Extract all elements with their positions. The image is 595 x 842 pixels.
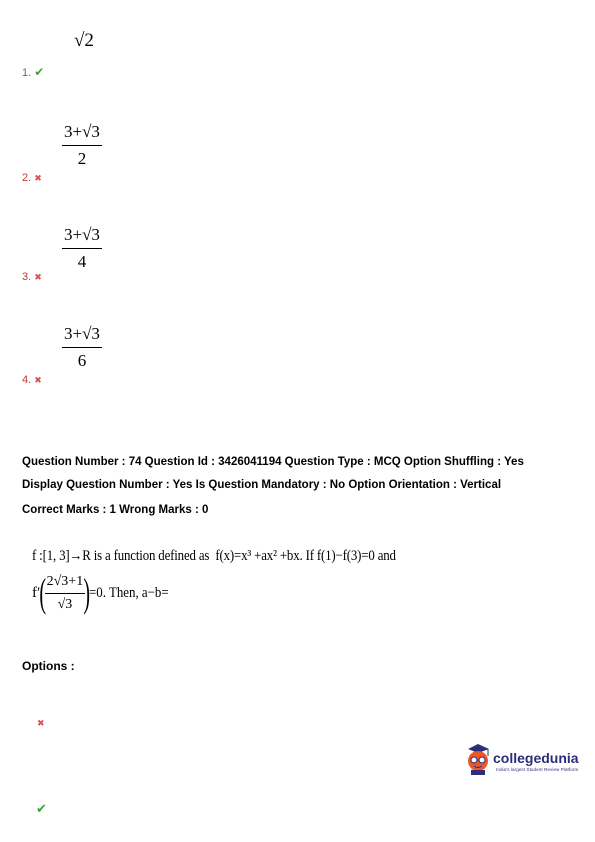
option-3-number: 3. ✖ <box>22 271 42 283</box>
option-4-expression: 3+√3 6 <box>64 324 100 370</box>
cross-icon: ✖ <box>34 375 42 385</box>
option-1-number: 1. ✔ <box>22 65 45 79</box>
logo-name: collegedunia <box>493 750 579 766</box>
question-text-line-1: f :[1, 3]→R is a function defined as f(x)=x³ +ax² +bx. If f(1)−f(3)=0 and <box>32 548 396 564</box>
question-meta-line-1: Question Number : 74 Question Id : 3426041194 Question Type : MCQ Option Shuffling : Yes <box>22 456 524 468</box>
collegedunia-logo <box>462 742 582 778</box>
check-icon: ✔ <box>34 65 45 79</box>
cross-icon: ✖ <box>37 718 45 728</box>
mascot-icon <box>462 742 494 776</box>
question-text-line-2: f′ ( $\frac{2√3+1}{√3}$ ) =0. Then, a−b= <box>32 570 169 615</box>
options-label: Options : <box>22 659 75 673</box>
cross-icon: ✖ <box>34 173 42 183</box>
question-meta-line-2: Display Question Number : Yes Is Question Mandatory : No Option Orientation : Vertical <box>22 479 502 491</box>
logo-tagline: India's largest Student Review Platform <box>496 767 579 772</box>
option-3-expression: 3+√3 4 <box>64 225 100 271</box>
option-1-expression: √2 <box>74 30 94 51</box>
cross-icon: ✖ <box>34 272 42 282</box>
option-2-expression: 3+√3 2 <box>64 122 100 168</box>
option-2-number: 2. ✖ <box>22 172 42 184</box>
option-4-number: 4. ✖ <box>22 374 42 386</box>
question-marks: Correct Marks : 1 Wrong Marks : 0 <box>22 504 209 516</box>
check-icon: ✔ <box>36 801 47 816</box>
